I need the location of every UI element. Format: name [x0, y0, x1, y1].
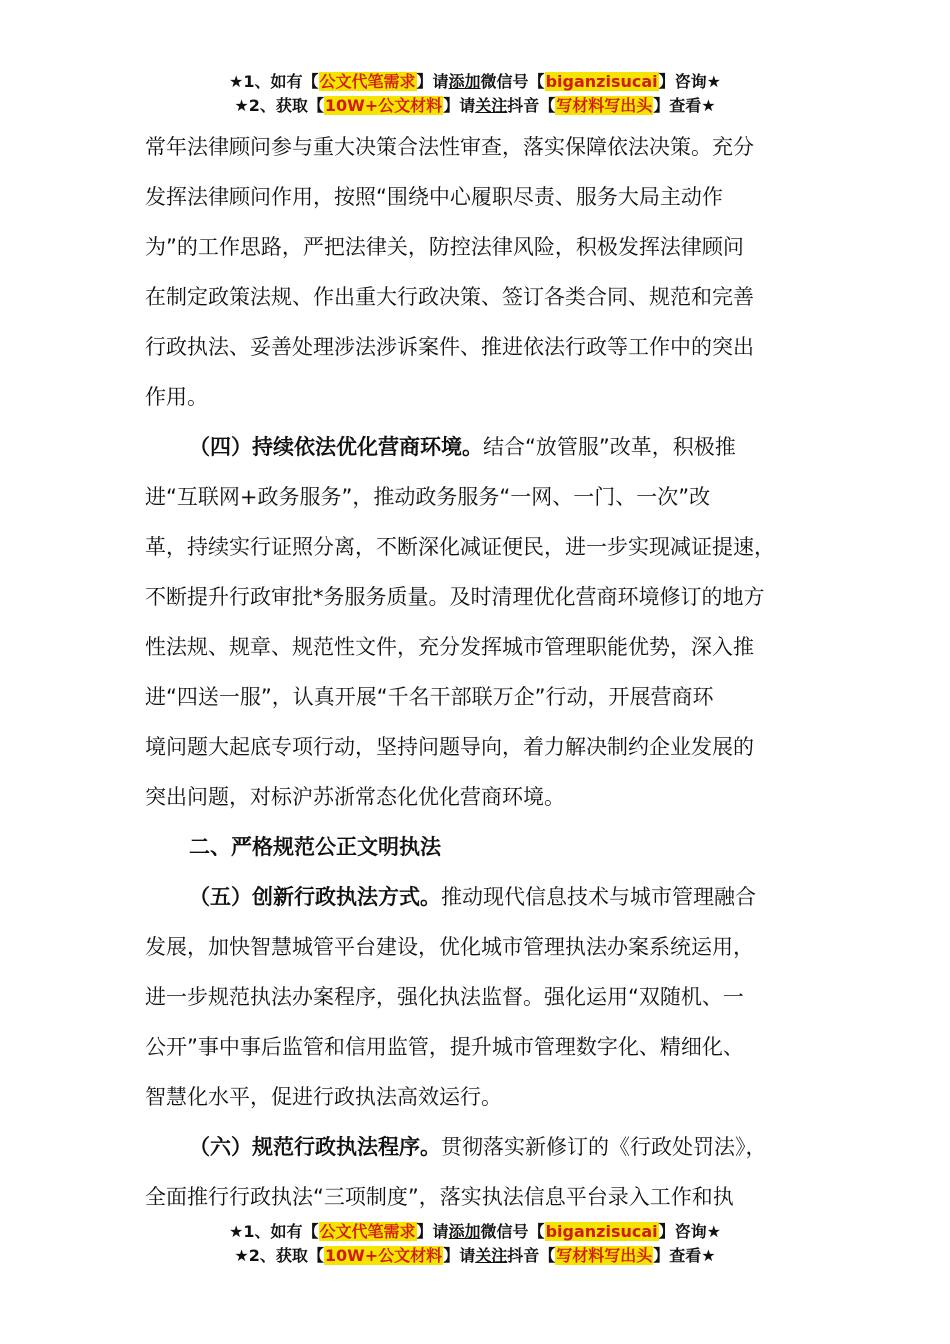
promo-underlined: 关注: [475, 96, 508, 115]
promo-text: 】咨询★: [658, 1222, 721, 1241]
promo-highlight: 10W+公文材料: [324, 96, 443, 115]
promo-text: 】请: [416, 1222, 449, 1241]
paragraph-line: 进“互联网+政务服务”，推动政务服务“一网、一门、一次”改: [145, 485, 711, 509]
paragraph-line: 进“四送一服”，认真开展“千名干部联万企”行动，开展营商环: [145, 685, 714, 709]
promo-highlight: 写材料写出头: [556, 96, 653, 115]
footer-promo-banner: [0, 1220, 950, 1268]
section-heading: 二、严格规范公正文明执法: [189, 835, 441, 859]
promo-text: 微信号【: [480, 72, 545, 91]
promo-text: 】请: [443, 1246, 476, 1265]
subsection-line: [145, 1122, 835, 1172]
promo-highlight: 公文代笔需求: [319, 1222, 416, 1241]
promo-text: 】请: [443, 96, 476, 115]
promo-line-1: [0, 70, 950, 94]
subsection-text: 贯彻落实新修订的《行政处罚法》，: [441, 1135, 767, 1159]
promo-text: 】查看★: [653, 1246, 716, 1265]
subsection-title: （六）规范行政执法程序。: [189, 1135, 441, 1159]
paragraph-line: 性法规、规章、规范性文件，充分发挥城市管理职能优势，深入推: [145, 635, 754, 659]
paragraph-line: 公开”事中事后监管和信用监管，提升城市管理数字化、精细化、: [145, 1035, 744, 1059]
paragraph-line: 发挥法律顾问作用，按照“围绕中心履职尽责、服务大局主动作: [145, 185, 723, 209]
paragraph-line: 进一步规范执法办案程序，强化执法监督。强化运用“双随机、一: [145, 985, 744, 1009]
subsection-text: 推动现代信息技术与城市管理融合: [441, 885, 756, 909]
promo-underlined: 添加: [448, 72, 481, 91]
promo-highlight: 10W+公文材料: [324, 1246, 443, 1265]
paragraph-line: 常年法律顾问参与重大决策合法性审查，落实保障依法决策。充分: [145, 135, 754, 159]
paragraph-line: 境问题大起底专项行动，坚持问题导向，着力解决制约企业发展的: [145, 735, 754, 759]
paragraph-line: 行政执法、妥善处理涉法涉诉案件、推进依法行政等工作中的突出: [145, 335, 754, 359]
paragraph-line: 作用。: [145, 385, 208, 409]
promo-highlight: 写材料写出头: [556, 1246, 653, 1265]
promo-line-2: [0, 94, 950, 118]
promo-highlight: 公文代笔需求: [319, 72, 416, 91]
promo-text: 】查看★: [653, 96, 716, 115]
promo-underlined: 关注: [475, 1246, 508, 1265]
promo-text: 抖音【: [507, 1246, 556, 1265]
promo-text: ★1、如有【: [229, 72, 319, 91]
promo-text: 抖音【: [507, 96, 556, 115]
promo-text: 】请: [416, 72, 449, 91]
paragraph-line: 在制定政策法规、作出重大行政决策、签订各类合同、规范和完善: [145, 285, 754, 309]
paragraph-line: 不断提升行政审批*务服务质量。及时清理优化营商环境修订的地方: [145, 585, 765, 609]
paragraph-line: 为”的工作思路，严把法律关，防控法律风险，积极发挥法律顾问: [145, 235, 744, 259]
subsection-line: [145, 422, 835, 472]
paragraph-line: 革，持续实行证照分离，不断深化减证便民，进一步实现减证提速，: [145, 535, 775, 559]
promo-text: ★2、获取【: [234, 1246, 324, 1265]
document-body: [145, 122, 835, 1222]
promo-highlight: biganzisucai: [545, 1222, 658, 1241]
paragraph-line: 发展，加快智慧城管平台建设，优化城市管理执法办案系统运用，: [145, 935, 754, 959]
paragraph-line: 全面推行行政执法“三项制度”，落实执法信息平台录入工作和执: [145, 1185, 734, 1209]
paragraph-line: 智慧化水平，促进行政执法高效运行。: [145, 1085, 502, 1109]
promo-underlined: 添加: [448, 1222, 481, 1241]
promo-line-2: [0, 1244, 950, 1268]
promo-text: 】咨询★: [658, 72, 721, 91]
subsection-title: （五）创新行政执法方式。: [189, 885, 441, 909]
promo-highlight: biganzisucai: [545, 72, 658, 91]
promo-text: 微信号【: [480, 1222, 545, 1241]
promo-text: ★2、获取【: [234, 96, 324, 115]
subsection-text: 结合“放管服”改革，积极推: [483, 435, 736, 459]
promo-line-1: [0, 1220, 950, 1244]
header-promo-banner: [0, 70, 950, 118]
promo-text: ★1、如有【: [229, 1222, 319, 1241]
paragraph-line: 突出问题，对标沪苏浙常态化优化营商环境。: [145, 785, 565, 809]
subsection-line: [145, 872, 835, 922]
subsection-title: （四）持续依法优化营商环境。: [189, 435, 483, 459]
